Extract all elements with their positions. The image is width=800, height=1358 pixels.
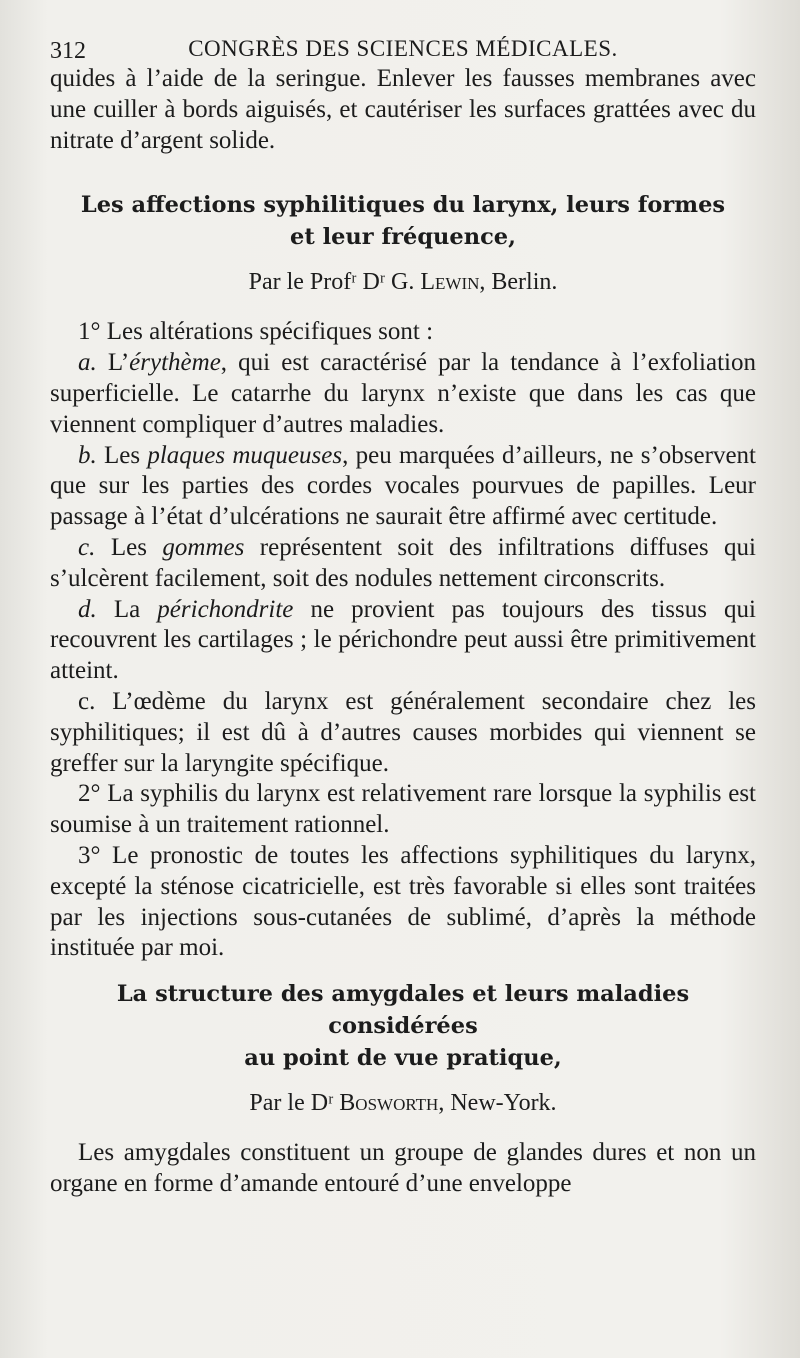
term: érythème <box>129 349 221 377</box>
paragraph-item-b: b. Les plaques muqueuses, peu marquées d’ailleurs, ne s’observent que sur les parties des cordes vocales pourvues de papilles. Leur passage à l’état d’ulcérations ne saurait être affirmé avec certitude. <box>50 441 756 531</box>
paragraph-item-c: c. Les gommes représentent soit des infiltrations diffuses qui s’ulcèrent facilement, soit des nodules nettement circonscrits. <box>50 533 756 592</box>
page-number: 312 <box>50 38 86 64</box>
paragraph-item-a: a. L’érythème, qui est caractérisé par la tendance à l’exfoliation superficielle. Le catarrhe du larynx n’existe que dans les cas que viennent compliquer d’autres maladies. <box>50 349 756 438</box>
paragraph-item-e: c. L’œdème du larynx est généralement secondaire chez les syphilitiques; il est dû à d’autres causes morbides qui viennent se greffer sur la laryngite spécifique. <box>50 687 756 777</box>
section-amygdales <box>50 978 756 1200</box>
section-title-line1: Les affections syphilitiques du larynx, leurs formes <box>80 192 726 219</box>
paragraph: 1° Les altérations spécifiques sont : <box>78 318 434 346</box>
intro-paragraph: quides à l’aide de la seringue. Enlever les fausses membranes avec une cuiller à bords aiguisés, et cautériser les surfaces grattées avec du nitrate d’argent solide. <box>50 65 756 154</box>
paragraph: Les amygdales constituent un groupe de glandes dures et non un organe en forme d’amande entouré d’une enveloppe <box>50 1139 756 1197</box>
term: plaques muqueuses <box>147 441 343 469</box>
running-head: CONGRÈS DES SCIENCES MÉDICALES. <box>188 36 618 61</box>
author-name: Lewin <box>420 269 480 296</box>
section-title-line2: au point de vue pratique, <box>244 1045 562 1072</box>
term: périchondrite <box>157 595 294 623</box>
term: gommes <box>162 533 245 561</box>
page-header <box>50 0 756 64</box>
section-byline: Par le Dʳ Bosworth, New-York. <box>249 1090 557 1117</box>
section-title-line2: et leur fréquence, <box>290 224 516 251</box>
author-name: Bosworth <box>339 1090 439 1117</box>
section-title-line1: La structure des amygdales et leurs maladies considérées <box>116 981 690 1040</box>
paragraph-item-d: d. La périchondrite ne provient pas toujours des tissus qui recouvrent les cartilages ; le périchondre peut aussi être primitivement atteint. <box>50 595 757 685</box>
section-byline: Par le Profʳ Dʳ G. Lewin, Berlin. <box>248 269 558 296</box>
section-syphilis-larynx <box>50 189 756 964</box>
paragraph: 3° Le pronostic de toutes les affections syphilitiques du larynx, excepté la sténose cicatricielle, est très favorable si elles sont traitées par les injections sous-cutanées de sublimé, d’après la méthode instituée par moi. <box>50 841 756 962</box>
paragraph: 2° La syphilis du larynx est relativement rare lorsque la syphilis est soumise à un traitement rationnel. <box>50 780 756 839</box>
